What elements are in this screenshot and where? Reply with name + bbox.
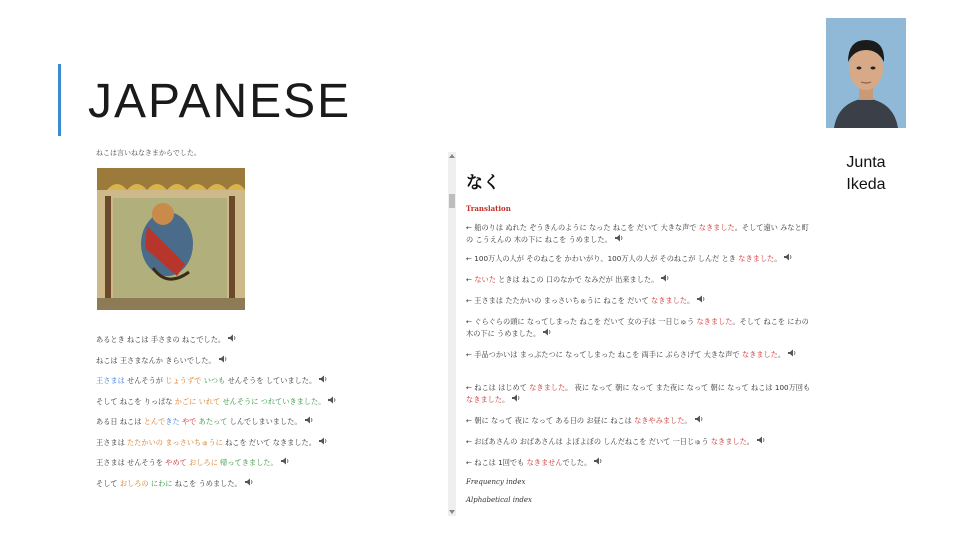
story-line-segment: ある日 ねこは: [96, 417, 144, 426]
story-line-segment: じょうずで: [163, 376, 202, 385]
example-sentence: [466, 253, 816, 265]
story-line-segment: おしろに: [186, 458, 218, 467]
story-line-segment: しんでしまいました。: [227, 417, 302, 426]
example-sentence-segment: なきました: [738, 254, 775, 263]
speaker-icon[interactable]: [319, 437, 328, 445]
example-sentence-segment: なきません: [526, 458, 563, 467]
example-sentence: [466, 349, 816, 361]
story-line-segment: 王さまは せんそうを: [96, 458, 163, 467]
story-line-segment: きらいでした。: [163, 355, 216, 365]
speaker-icon[interactable]: [281, 457, 290, 465]
scroll-down-arrow-icon[interactable]: [449, 510, 455, 514]
example-sentence-segment: 。 夜に なって 朝に なって また夜に なって 朝に なって ねこは 100万回も: [565, 383, 811, 392]
speaker-icon[interactable]: [594, 457, 603, 465]
story-line-segment: やで: [179, 417, 197, 426]
story-line: [96, 457, 290, 468]
scroll-thumb[interactable]: [449, 194, 455, 208]
speaker-icon[interactable]: [757, 436, 766, 444]
story-line-segment: せんそうに つれていきました。: [220, 396, 326, 406]
example-sentence-segment: ← 船のりは ぬれた ぞうきんのように なった ねこを だいて 大きな声で: [466, 223, 699, 232]
frequency-index-link[interactable]: Frequency index: [466, 478, 526, 486]
speaker-icon[interactable]: [245, 478, 254, 486]
example-sentence-segment: ← 王さまは たたかいの まっさいちゅうに ねこを だいて: [466, 296, 652, 305]
example-sentence-segment: ← おばあさんの おばあさんは よぼよぼの しんだねこを だいて 一日じゅう: [466, 437, 711, 446]
story-line-segment: かごに いれて: [172, 396, 221, 406]
example-sentence-segment: 。: [777, 350, 786, 359]
example-sentence-segment: 。: [501, 394, 510, 404]
example-sentence: [466, 295, 816, 307]
speaker-icon[interactable]: [543, 328, 552, 336]
dictionary-panel[interactable]: [448, 152, 822, 516]
story-line-segment: にわに: [148, 478, 173, 488]
story-line-segment: きた: [165, 417, 180, 426]
dictionary-scrollbar[interactable]: [448, 152, 456, 516]
example-sentence-segment: なきました: [741, 350, 778, 359]
example-sentence-segment: ← 朝に なって 夜に なって ある日の お昼に ねこは: [466, 416, 635, 425]
presenter-name: Junta Ikeda: [846, 154, 886, 193]
speaker-icon[interactable]: [788, 349, 797, 357]
example-sentence-segment: 。: [746, 437, 754, 446]
story-line-segment: 帰ってきました。: [217, 458, 278, 467]
story-line: [96, 375, 328, 386]
story-line-segment: せんそうを していました。: [225, 376, 317, 385]
story-line-segment: 手さまの: [150, 335, 180, 344]
story-line: [96, 478, 254, 489]
example-sentence-segment: 。そして ねこを にわの 木の下に うめました。: [466, 317, 809, 338]
story-illustration: [97, 168, 245, 310]
example-sentence-segment: なきました: [529, 383, 566, 392]
speaker-icon[interactable]: [615, 234, 624, 242]
story-screenshot: [96, 148, 452, 516]
story-line-segment: あたって: [196, 417, 228, 426]
example-sentence-segment: なきました: [696, 317, 733, 326]
story-line-segment: ねこは: [96, 355, 120, 365]
speaker-icon[interactable]: [305, 416, 314, 424]
story-line: [96, 396, 337, 407]
story-line: [96, 334, 237, 345]
story-line-segment: ねこでした。: [179, 335, 226, 344]
example-sentence-segment: なきました: [710, 437, 747, 446]
alphabetical-index-link[interactable]: Alphabetical index: [466, 496, 533, 504]
example-sentence-segment: ないた: [474, 275, 496, 284]
story-line-segment: やめて: [162, 458, 187, 467]
example-sentence: [466, 222, 816, 245]
speaker-icon[interactable]: [697, 295, 706, 303]
example-sentence-segment: ← 手品つかいは まっぷたつに なってしまった ねこを 両手に ぶらさげて 大きな声で: [466, 350, 742, 359]
slide-title: JAPANESE: [88, 75, 352, 128]
example-sentence-segment: なきました: [466, 394, 502, 404]
story-line: [96, 437, 328, 448]
headword: なく: [466, 173, 500, 193]
example-sentence: [466, 274, 816, 286]
speaker-icon[interactable]: [784, 253, 793, 261]
story-line-segment: ねこを だいて なきました。: [222, 437, 316, 447]
example-sentence-segment: なきました: [698, 223, 735, 232]
story-line-segment: そして ねこを りっぱな: [96, 396, 173, 406]
speaker-icon[interactable]: [319, 375, 328, 383]
story-line-segment: いつも: [201, 376, 226, 385]
speaker-icon[interactable]: [228, 334, 237, 342]
story-line-segment: おしろの: [119, 478, 149, 488]
speaker-icon[interactable]: [512, 394, 521, 402]
translation-link[interactable]: Translation: [466, 204, 511, 213]
story-line-segment: そして: [96, 478, 120, 488]
story-line-segment: 王さまは: [96, 437, 128, 447]
title-accent-bar: [58, 64, 61, 136]
example-sentence-segment: ← 100万人の人が そのねこを かわいがり、100万人の人が そのねこが しんだ とき: [466, 254, 739, 263]
story-line-segment: ねこを うめました。: [172, 478, 242, 488]
story-line: [96, 355, 228, 366]
story-line-segment: たたかいの まっさいちゅうに: [127, 437, 223, 447]
example-sentence-segment: 。そして遠い みなと町の こうえんの 木の下に ねこを うめました。: [466, 223, 809, 244]
speaker-icon[interactable]: [219, 355, 228, 363]
example-sentence: [466, 316, 816, 339]
example-sentence: [466, 436, 816, 448]
example-sentence-segment: 。: [774, 254, 782, 263]
story-cut-line: ねこは言いねなきまからでした。: [96, 149, 201, 157]
speaker-icon[interactable]: [328, 396, 337, 404]
story-line-segment: せんそうが: [124, 376, 163, 385]
example-sentence-segment: ← ぐらぐらの頭に なってしまった ねこを だいて 女の子は 一日じゅう: [466, 317, 697, 326]
example-sentence-segment: ←: [466, 275, 475, 284]
presenter-photo: [826, 18, 906, 128]
speaker-icon[interactable]: [695, 415, 704, 423]
example-sentence-segment: なきやみました: [634, 416, 685, 425]
example-sentence-segment: 。: [687, 296, 695, 305]
example-sentence-segment: 。: [684, 416, 692, 425]
example-sentence: [466, 382, 816, 405]
example-sentence-segment: なきました: [651, 296, 687, 305]
example-sentence-segment: ← ねこは 1回でも: [466, 458, 527, 467]
example-sentence-segment: ← ねこは はじめて: [466, 383, 530, 392]
example-sentence: [466, 415, 816, 427]
story-line-segment: 王さまは: [96, 376, 125, 385]
story-line-segment: 王さまなんか: [119, 355, 163, 365]
scroll-up-arrow-icon[interactable]: [449, 154, 455, 158]
example-sentence: [466, 457, 816, 469]
example-sentence-segment: ときは ねこの 口のなかで なみだが 出来ました。: [495, 275, 659, 284]
story-line-segment: あるとき ねこは: [96, 335, 151, 344]
story-line: [96, 416, 314, 427]
story-line-segment: とんで: [143, 417, 166, 426]
speaker-icon[interactable]: [661, 274, 670, 282]
example-sentence-segment: でした。: [562, 458, 592, 467]
